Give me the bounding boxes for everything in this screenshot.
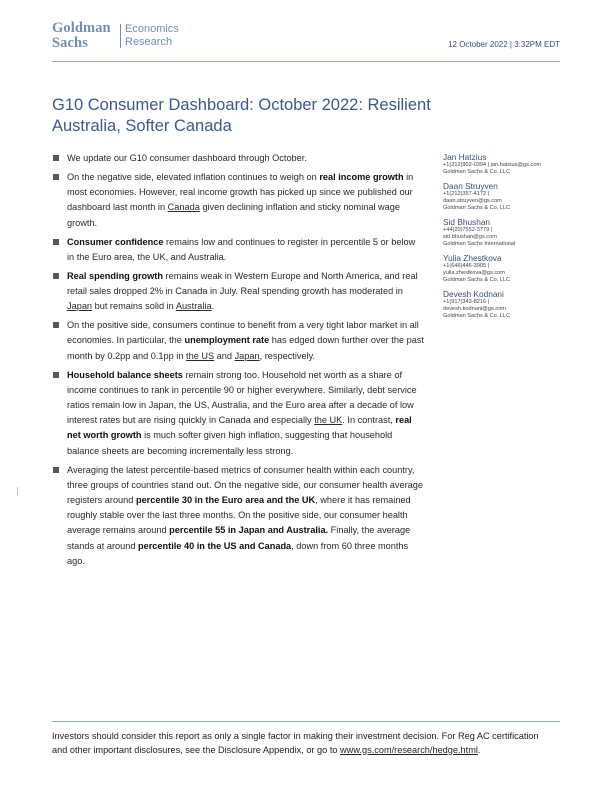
bullet-item: Real spending growth remains weak in Western Europe and North America, and real retail sales dropped 2% in Canada in July. Real spending growth has moderated in Japan but remains solid in Australia. xyxy=(52,269,424,315)
header-rule xyxy=(52,61,560,62)
author-list xyxy=(443,152,573,325)
disclosure-footer: Investors should consider this report as only a single factor in making their investment decision. For Reg AC certification and other important disclosures, see the Disclosure Appendix, or go to www.gs.com/research/hedge.html. xyxy=(52,731,539,755)
author-firm: Goldman Sachs & Co. LLC xyxy=(443,169,511,175)
author-card xyxy=(443,253,573,284)
author-name: Daan Struyven xyxy=(443,181,498,191)
link-japan[interactable]: Japan xyxy=(67,301,93,312)
author-contact: +1(212)357-4172 | xyxy=(443,191,490,197)
footer-text: Investors should consider this report as only a single factor in making their investment decision. For Reg AC certification and other important disclosures, see the Disclosure Appendix, or go to xyxy=(52,731,539,755)
logo-line-1: Goldman xyxy=(52,20,111,36)
bullet-item: Averaging the latest percentile-based metrics of consumer health within each country, three groups of countries stand out. On the negative side, our consumer health average registers around percentile 30 in the Euro area and the UK, where it has remained roughly stable over the last three months. On the positive side, our consumer health average remains around percentile 55 in Japan and Australia. Finally, the average stands at around percentile 40 in the US and Canada, down from 60 three months ago. xyxy=(52,463,424,569)
division-line-2: Research xyxy=(125,36,173,48)
link-the-us[interactable]: the US xyxy=(186,350,215,361)
goldman-sachs-logo xyxy=(52,21,118,51)
author-firm: Goldman Sachs & Co. LLC xyxy=(443,205,511,211)
author-firm: Goldman Sachs & Co. LLC xyxy=(443,277,511,283)
logo-divider xyxy=(120,24,121,48)
author-card xyxy=(443,289,573,320)
author-name: Devesh Kodnani xyxy=(443,289,504,299)
bullet-item: Consumer confidence remains low and continues to register in percentile 5 or below in the Euro area, the UK, and Australia. xyxy=(52,235,424,265)
bullet-item: Household balance sheets remain strong too. Household net worth as a share of income continues to rank in percentile 90 or higher everywhere. Similarly, debt service ratios remain low in Japan, the US, Australia, and the Euro area after a decade of low interest rates but are rising quickly in Canada and especially the UK. In contrast, real net worth growth is much softer given high inflation, suggesting that household balance sheets are becoming incrementally less strong. xyxy=(52,368,424,459)
author-contact: +1(212)902-0394 | jan.hatzius@gs.com xyxy=(443,162,542,168)
author-card xyxy=(443,152,573,176)
author-email: yulia.zhestkova@gs.com xyxy=(443,270,505,276)
key-points-list xyxy=(52,151,424,573)
bullet-item: On the negative side, elevated inflation continues to weigh on real income growth in most economies. However, real income growth has picked up since we published our dashboard last month in Canada given declining inflation and sticky nominal wage growth. xyxy=(52,170,424,231)
bullet-item: On the positive side, consumers continue to benefit from a very tight labor market in all economies. In particular, the unemployment rate has edged down further over the past month by 0.2pp and 0.1pp in the US and Japan, respectively. xyxy=(52,318,424,364)
author-email: daan.struyven@gs.com xyxy=(443,198,502,204)
author-email: devesh.kodnani@gs.com xyxy=(443,306,506,312)
footer-rule xyxy=(52,721,560,722)
bullet-item: We update our G10 consumer dashboard through October. xyxy=(52,151,424,166)
link-australia[interactable]: Australia xyxy=(175,301,212,312)
link-japan[interactable]: Japan xyxy=(234,350,260,361)
logo-line-2: Sachs xyxy=(52,35,88,51)
author-name: Jan Hatzius xyxy=(443,152,487,162)
author-contact: +1(646)446-3905 | xyxy=(443,263,490,269)
margin-mark xyxy=(17,487,18,495)
author-name: Sid Bhushan xyxy=(443,217,491,227)
author-card xyxy=(443,217,573,248)
author-contact: +44(20)7552-3779 | xyxy=(443,227,493,233)
disclosure-link[interactable]: www.gs.com/research/hedge.html xyxy=(340,744,478,755)
author-email: sid.bhushan@gs.com xyxy=(443,234,497,240)
author-firm: Goldman Sachs International xyxy=(443,241,516,247)
link-canada[interactable]: Canada xyxy=(167,202,200,213)
author-card xyxy=(443,181,573,212)
link-the-uk[interactable]: the UK xyxy=(314,415,343,426)
division-line-1: Economics xyxy=(125,23,179,35)
report-title: G10 Consumer Dashboard: October 2022: Resilient Australia, Softer Canada xyxy=(52,96,431,136)
division-label xyxy=(125,23,179,49)
report-date: 12 October 2022 | 3:32PM EDT xyxy=(448,40,560,49)
author-firm: Goldman Sachs & Co. LLC xyxy=(443,313,511,319)
author-contact: +1(917)343-8216 | xyxy=(443,299,490,305)
author-name: Yulia Zhestkova xyxy=(443,253,502,263)
